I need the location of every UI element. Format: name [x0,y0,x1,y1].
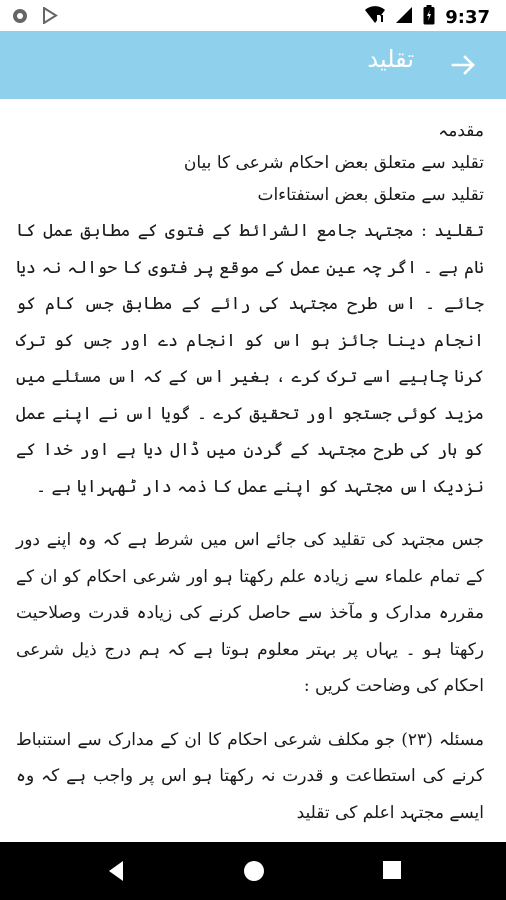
paragraph-conditions: جس مجتہد کی تقلید کی جائے اس میں شرط ہے کہ وہ اپنے دور کے تمام علماء سے زیادہ علم رکھتا ہو اور شرعی احکام کو ان کے مقررہ مدارک و مآخذ سے حاصل کرنے کی زیادہ قدرت وصلاحیت رکھتا ہو ۔ یہاں پر بہتر معلوم ہوتا ہے کہ ہم درج ذیل شرعی احکام کی وضاحت کریں : [16,530,484,696]
nav-home-button[interactable] [242,859,266,887]
record-icon [12,8,28,28]
arrow-right-icon [450,51,478,79]
circle-home-icon [242,859,266,883]
signal-icon [395,6,413,28]
heading-intro[interactable]: مقدمہ [438,121,484,141]
content-scroll[interactable] [0,99,506,842]
square-recents-icon [381,859,403,881]
heading-queries[interactable]: تقلید سے متعلق بعض استفتاءات [257,185,484,205]
clock: 9:37 [445,6,490,28]
wifi-icon [365,6,385,28]
battery-icon [423,5,435,29]
navigation-bar [0,842,506,900]
app-bar [0,31,506,99]
article-body [16,115,484,842]
play-store-icon [42,7,58,28]
status-bar [0,0,506,31]
page-title: تقلید [367,45,414,73]
nav-recents-button[interactable] [381,859,403,885]
back-button[interactable] [450,51,478,79]
paragraph-definition: تقلید : مجتہد جامع الشرائط کے فتوی کے مطابق عمل کا نام ہے ۔ اگر چہ عین عمل کے موقع پر فتوی کا حوالہ نہ دیا جائے ۔ اس طرح مجتہد کی رائے کے مطابق جس کام کو انجام دینا جائز ہو اس کو انجام دے اور جس کو ترک کرنا چاہیے اسے ترک کرے ، بغیر اس کے کہ اس مسئلے میں مزید کوئی جستجو اور تحقیق کرے ۔ گویا اس نے اپنے عمل کو ہار کی طرح مجتہد کے گردن میں ڈال دیا ہے اور خدا کے نزدیک اس مجتہد کو اپنے عمل کا ذمہ دار ٹھہرایا ہے ۔ [16,221,484,497]
nav-back-button[interactable] [105,859,127,887]
heading-rulings[interactable]: تقلید سے متعلق بعض احکام شرعی کا بیان [183,153,484,173]
paragraph-issue-23: مسئلہ (۲۳) جو مکلف شرعی احکام کا ان کے مدارک سے استنباط کرنے کی استطاعت و قدرت نہ رکھتا ہو اس پر واجب ہے کہ وہ ایسے مجتہد اعلم کی تقلید [16,729,484,823]
triangle-back-icon [105,859,127,883]
